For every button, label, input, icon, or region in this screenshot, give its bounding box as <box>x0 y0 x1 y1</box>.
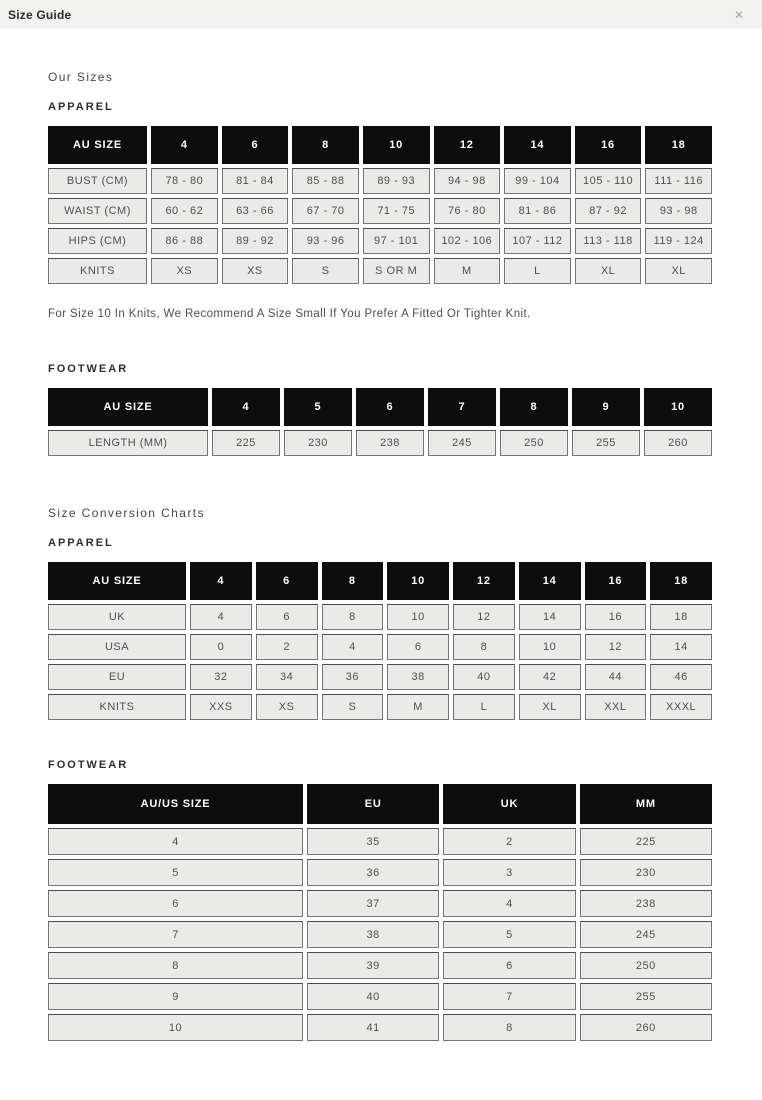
header-cell: 6 <box>256 562 318 600</box>
our-sizes-apparel-table <box>48 122 712 288</box>
data-cell: 10 <box>519 634 581 660</box>
header-cell: AU SIZE <box>48 562 186 600</box>
data-cell: HIPS (CM) <box>48 228 147 254</box>
data-cell: 16 <box>585 604 647 630</box>
data-cell: 255 <box>572 430 640 456</box>
header-cell: 4 <box>190 562 252 600</box>
header-cell: 9 <box>572 388 640 426</box>
header-cell: 18 <box>650 562 712 600</box>
footwear-conversion-table <box>44 780 716 1045</box>
header-cell: 16 <box>575 126 642 164</box>
data-cell: 225 <box>212 430 280 456</box>
data-cell: 6 <box>48 890 303 917</box>
data-cell: 86 - 88 <box>151 228 218 254</box>
table-row <box>48 664 712 690</box>
data-cell: XL <box>645 258 712 284</box>
data-cell: 4 <box>322 634 384 660</box>
header-cell: 6 <box>356 388 424 426</box>
conversion-footwear-heading: FOOTWEAR <box>48 759 129 771</box>
data-cell: 105 - 110 <box>575 168 642 194</box>
data-cell: XS <box>151 258 218 284</box>
table-row <box>48 604 712 630</box>
data-cell: 14 <box>519 604 581 630</box>
data-cell: KNITS <box>48 258 147 284</box>
data-cell: 87 - 92 <box>575 198 642 224</box>
data-cell: 119 - 124 <box>645 228 712 254</box>
data-cell: 0 <box>190 634 252 660</box>
table-row <box>48 258 712 284</box>
data-cell: 39 <box>307 952 439 979</box>
footwear-heading: FOOTWEAR <box>48 363 129 375</box>
apparel-heading: APPAREL <box>48 101 114 113</box>
data-cell: 63 - 66 <box>222 198 289 224</box>
table-header-row <box>48 562 712 600</box>
data-cell: 6 <box>443 952 575 979</box>
table-header-row <box>48 126 712 164</box>
header-cell: AU/US SIZE <box>48 784 303 824</box>
table-header-row <box>48 784 712 824</box>
data-cell: 9 <box>48 983 303 1010</box>
data-cell: 102 - 106 <box>434 228 501 254</box>
data-cell: XXS <box>190 694 252 720</box>
table-row <box>48 859 712 886</box>
data-cell: 4 <box>443 890 575 917</box>
data-cell: 94 - 98 <box>434 168 501 194</box>
data-cell: XXXL <box>650 694 712 720</box>
data-cell: 32 <box>190 664 252 690</box>
data-cell: S <box>292 258 359 284</box>
header-cell: 16 <box>585 562 647 600</box>
table-row <box>48 952 712 979</box>
data-cell: XL <box>519 694 581 720</box>
table-row <box>48 228 712 254</box>
table-row <box>48 634 712 660</box>
header-cell: 10 <box>363 126 430 164</box>
data-cell: 2 <box>443 828 575 855</box>
data-cell: 81 - 86 <box>504 198 571 224</box>
data-cell: 18 <box>650 604 712 630</box>
data-cell: UK <box>48 604 186 630</box>
data-cell: S <box>322 694 384 720</box>
header-cell: AU SIZE <box>48 126 147 164</box>
data-cell: 40 <box>453 664 515 690</box>
data-cell: 250 <box>500 430 568 456</box>
data-cell: 41 <box>307 1014 439 1041</box>
size-guide-content <box>0 70 762 1081</box>
data-cell: 8 <box>453 634 515 660</box>
data-cell: 99 - 104 <box>504 168 571 194</box>
data-cell: 38 <box>307 921 439 948</box>
data-cell: 8 <box>48 952 303 979</box>
header-cell: 14 <box>519 562 581 600</box>
header-cell: 4 <box>151 126 218 164</box>
data-cell: XS <box>256 694 318 720</box>
table-row <box>48 983 712 1010</box>
footwear-size-table <box>44 384 716 460</box>
header-cell: 10 <box>387 562 449 600</box>
header-cell: 10 <box>644 388 712 426</box>
data-cell: 40 <box>307 983 439 1010</box>
data-cell: EU <box>48 664 186 690</box>
data-cell: 8 <box>322 604 384 630</box>
data-cell: 3 <box>443 859 575 886</box>
data-cell: 225 <box>580 828 712 855</box>
header-cell: 18 <box>645 126 712 164</box>
header-cell: 8 <box>500 388 568 426</box>
data-cell: 37 <box>307 890 439 917</box>
data-cell: 12 <box>585 634 647 660</box>
header-cell: 8 <box>292 126 359 164</box>
header-cell: 6 <box>222 126 289 164</box>
data-cell: M <box>434 258 501 284</box>
data-cell: 260 <box>580 1014 712 1041</box>
data-cell: 107 - 112 <box>504 228 571 254</box>
header-cell: EU <box>307 784 439 824</box>
conversion-charts-heading: Size Conversion Charts <box>48 506 205 520</box>
data-cell: 7 <box>48 921 303 948</box>
data-cell: 5 <box>48 859 303 886</box>
data-cell: XXL <box>585 694 647 720</box>
data-cell: 250 <box>580 952 712 979</box>
table-row <box>48 890 712 917</box>
header-cell: 12 <box>434 126 501 164</box>
data-cell: 7 <box>443 983 575 1010</box>
header-cell: 8 <box>322 562 384 600</box>
apparel-conversion-table <box>44 558 716 724</box>
data-cell: XL <box>575 258 642 284</box>
data-cell: 71 - 75 <box>363 198 430 224</box>
data-cell: 35 <box>307 828 439 855</box>
data-cell: 38 <box>387 664 449 690</box>
our-sizes-footwear-table <box>48 384 712 460</box>
data-cell: KNITS <box>48 694 186 720</box>
data-cell: 230 <box>284 430 352 456</box>
data-cell: 6 <box>387 634 449 660</box>
data-cell: 4 <box>48 828 303 855</box>
data-cell: LENGTH (MM) <box>48 430 208 456</box>
data-cell: 93 - 98 <box>645 198 712 224</box>
data-cell: 8 <box>443 1014 575 1041</box>
conversion-apparel-table <box>48 558 712 724</box>
conversion-apparel-heading: APPAREL <box>48 537 114 549</box>
header-cell: MM <box>580 784 712 824</box>
data-cell: XS <box>222 258 289 284</box>
table-row <box>48 694 712 720</box>
data-cell: WAIST (CM) <box>48 198 147 224</box>
data-cell: 260 <box>644 430 712 456</box>
data-cell: S OR M <box>363 258 430 284</box>
table-row <box>48 921 712 948</box>
table-row <box>48 1014 712 1041</box>
conversion-footwear-table <box>48 780 712 1045</box>
data-cell: 67 - 70 <box>292 198 359 224</box>
data-cell: 89 - 93 <box>363 168 430 194</box>
header-cell: UK <box>443 784 575 824</box>
data-cell: 78 - 80 <box>151 168 218 194</box>
table-row <box>48 198 712 224</box>
data-cell: 230 <box>580 859 712 886</box>
data-cell: 238 <box>580 890 712 917</box>
data-cell: 36 <box>307 859 439 886</box>
data-cell: 36 <box>322 664 384 690</box>
data-cell: 4 <box>190 604 252 630</box>
data-cell: USA <box>48 634 186 660</box>
data-cell: 255 <box>580 983 712 1010</box>
table-row <box>48 168 712 194</box>
data-cell: L <box>504 258 571 284</box>
data-cell: 42 <box>519 664 581 690</box>
data-cell: 89 - 92 <box>222 228 289 254</box>
header-cell: 12 <box>453 562 515 600</box>
data-cell: 85 - 88 <box>292 168 359 194</box>
knits-note: For Size 10 In Knits, We Recommend A Size Small If You Prefer A Fitted Or Tighter Knit. <box>48 308 531 320</box>
header-cell: 4 <box>212 388 280 426</box>
data-cell: 60 - 62 <box>151 198 218 224</box>
header-cell: 5 <box>284 388 352 426</box>
data-cell: L <box>453 694 515 720</box>
data-cell: 14 <box>650 634 712 660</box>
table-row <box>48 430 712 456</box>
table-header-row <box>48 388 712 426</box>
data-cell: 76 - 80 <box>434 198 501 224</box>
data-cell: 12 <box>453 604 515 630</box>
data-cell: 2 <box>256 634 318 660</box>
data-cell: 245 <box>428 430 496 456</box>
data-cell: 46 <box>650 664 712 690</box>
header-cell: AU SIZE <box>48 388 208 426</box>
data-cell: 34 <box>256 664 318 690</box>
modal-title: Size Guide <box>8 7 72 22</box>
data-cell: 44 <box>585 664 647 690</box>
data-cell: 5 <box>443 921 575 948</box>
data-cell: BUST (CM) <box>48 168 147 194</box>
close-icon[interactable]: ✕ <box>730 7 748 23</box>
data-cell: 10 <box>48 1014 303 1041</box>
data-cell: 238 <box>356 430 424 456</box>
header-cell: 7 <box>428 388 496 426</box>
modal-titlebar <box>0 0 762 29</box>
table-row <box>48 828 712 855</box>
apparel-size-table <box>44 122 716 288</box>
data-cell: 81 - 84 <box>222 168 289 194</box>
data-cell: 6 <box>256 604 318 630</box>
data-cell: 245 <box>580 921 712 948</box>
data-cell: 10 <box>387 604 449 630</box>
data-cell: 97 - 101 <box>363 228 430 254</box>
header-cell: 14 <box>504 126 571 164</box>
data-cell: M <box>387 694 449 720</box>
data-cell: 113 - 118 <box>575 228 642 254</box>
data-cell: 93 - 96 <box>292 228 359 254</box>
data-cell: 111 - 116 <box>645 168 712 194</box>
our-sizes-heading: Our Sizes <box>48 70 114 84</box>
